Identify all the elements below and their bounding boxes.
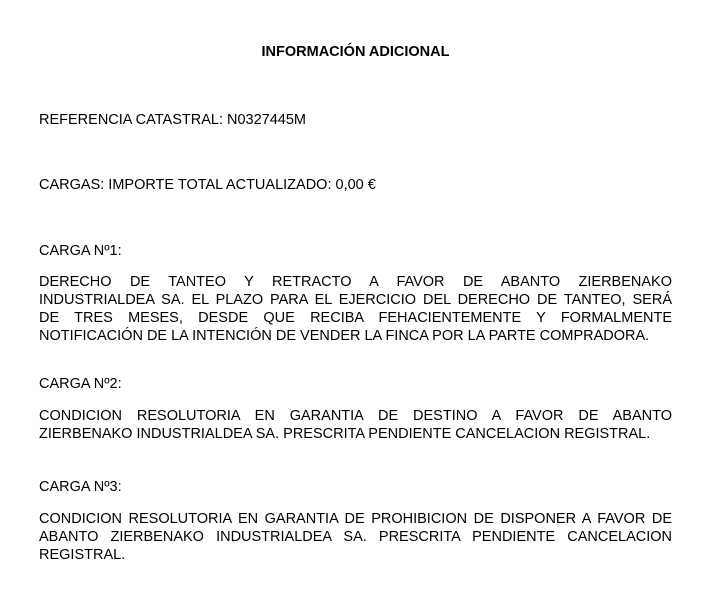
carga-description-line: DERECHO DE TANTEO Y RETRACTO A FAVOR DE ABANTO ZIERBENAKO bbox=[39, 274, 672, 290]
carga-description bbox=[39, 407, 672, 443]
carga-heading: CARGA Nº1: bbox=[39, 243, 122, 259]
catastral-reference: REFERENCIA CATASTRAL: N0327445M bbox=[39, 112, 306, 128]
document-title: INFORMACIÓN ADICIONAL bbox=[261, 44, 450, 60]
carga-description-line: DE TRES MESES, DESDE QUE RECIBA FEHACIENTEMENTE Y FORMALMENTE bbox=[39, 310, 672, 326]
cargas-total-amount: CARGAS: IMPORTE TOTAL ACTUALIZADO: 0,00 € bbox=[39, 177, 376, 193]
carga-description-line: INDUSTRIALDEA SA. EL PLAZO PARA EL EJERCICIO DEL DERECHO DE TANTEO, SERÁ bbox=[39, 292, 672, 308]
carga-heading: CARGA Nº3: bbox=[39, 479, 122, 495]
carga-description-line: ZIERBENAKO INDUSTRIALDEA SA. PRESCRITA PENDIENTE CANCELACION REGISTRAL. bbox=[39, 426, 651, 442]
carga-description-line: ABANTO ZIERBENAKO INDUSTRIALDEA SA. PRESCRITA PENDIENTE CANCELACION bbox=[39, 529, 672, 545]
carga-heading: CARGA Nº2: bbox=[39, 376, 122, 392]
carga-description-line: REGISTRAL. bbox=[39, 547, 126, 563]
carga-description-line: CONDICION RESOLUTORIA EN GARANTIA DE PROHIBICION DE DISPONER A FAVOR DE bbox=[39, 511, 672, 527]
carga-description bbox=[39, 510, 672, 564]
carga-description bbox=[39, 273, 672, 345]
carga-description-line: CONDICION RESOLUTORIA EN GARANTIA DE DESTINO A FAVOR DE ABANTO bbox=[39, 408, 672, 424]
carga-description-line: NOTIFICACIÓN DE LA INTENCIÓN DE VENDER LA FINCA POR LA PARTE COMPRADORA. bbox=[39, 328, 650, 344]
